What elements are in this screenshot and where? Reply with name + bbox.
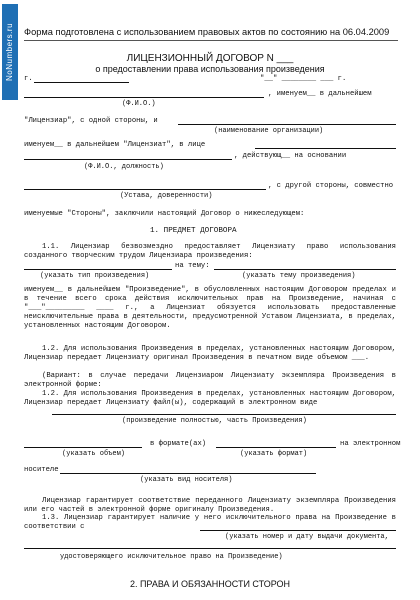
electronic-content-field[interactable] bbox=[52, 414, 396, 415]
licensor-party-text: "Лицензиар", с одной стороны, и bbox=[24, 117, 158, 125]
work-theme-caption: (указать тему произведения) bbox=[242, 272, 356, 280]
format-label-text: в формате(ах) bbox=[150, 440, 207, 448]
clause-1-3: 1.3. Лицензиар гарантирует наличие у него исключительного права на Произведение в соответствии с bbox=[24, 514, 396, 531]
work-type-field[interactable] bbox=[24, 269, 172, 270]
position-field[interactable] bbox=[24, 159, 232, 160]
guarantee-text: Лицензиар гарантирует соответствие переданного Лицензиату экземпляра Произведения или его частей в электронной форме оригиналу Произведения. bbox=[24, 497, 396, 514]
clause-1-1-cont: именуем__ в дальнейшем "Произведение", в обусловленных настоящим Договором пределах и в течение всего срока действия исключительных прав на Произведение, начиная с "___"_________ ____ г., а Лицензиат обязуется использовать предоставленные неисключительные права в деятельности, предусмотренной Уставом Лицензиата, в пределах, установленных настоящим Договором. bbox=[24, 286, 396, 330]
variant-note: (Вариант: в случае передачи Лицензиаром Лицензиату экземпляра Произведения в электронной форме: bbox=[24, 372, 396, 389]
header-note: Форма подготовлена с использованием правовых актов по состоянию на 06.04.2009 bbox=[24, 27, 390, 37]
date-field[interactable]: "__" ________ ___ г. bbox=[260, 75, 347, 83]
theme-label: на тему: bbox=[175, 262, 210, 270]
licensee-named-text: именуем__ в дальнейшем "Лицензиат", в лице bbox=[24, 141, 206, 149]
volume-field[interactable] bbox=[24, 447, 142, 448]
clause-1-2: 1.2. Для использования Произведения в пределах, установленных настоящим Договором, Лицензиар передает Лицензиату оригинал Произведения в печатном виде объемом ___. bbox=[24, 345, 396, 362]
doc-title: ЛИЦЕНЗИОННЫЙ ДОГОВОР N ___ bbox=[126, 53, 294, 64]
watermark-logo: NoNumbers.ru bbox=[2, 4, 18, 100]
header-divider bbox=[24, 40, 398, 41]
electronic-text: на электронном bbox=[340, 440, 401, 448]
format-caption: (указать формат) bbox=[240, 450, 308, 458]
certificate-field[interactable] bbox=[24, 548, 396, 549]
charter-caption: (Устава, доверенности) bbox=[120, 192, 213, 200]
doc-caption: (указать номер и дату выдачи документа, bbox=[225, 533, 389, 541]
carrier-field[interactable] bbox=[60, 473, 316, 474]
named-further-text: , именуем__ в дальнейшем bbox=[268, 90, 372, 98]
acting-basis-text: , действующ__ на основании bbox=[234, 152, 347, 160]
volume-caption: (указать объем) bbox=[62, 450, 126, 458]
work-theme-field[interactable] bbox=[214, 269, 396, 270]
section1-heading: 1. ПРЕДМЕТ ДОГОВОРА bbox=[150, 227, 237, 235]
whole-part-caption: (произведение полностью, часть Произведения) bbox=[122, 417, 307, 425]
city-label: г. bbox=[24, 75, 33, 83]
city-field[interactable] bbox=[34, 82, 129, 83]
clause-1-1: 1.1. Лицензиар безвозмездно предоставляет Лицензиату право использования созданного творческим трудом Лицензиара произведения: bbox=[24, 243, 396, 260]
carrier-caption: (указать вид носителя) bbox=[140, 476, 233, 484]
format-field[interactable] bbox=[216, 447, 336, 448]
certificate-caption: удостоверяющего исключительное право на Произведение) bbox=[60, 553, 283, 561]
fio-caption: (Ф.И.О.) bbox=[122, 100, 156, 108]
representative-field[interactable] bbox=[255, 148, 396, 149]
clause-1-2-alt: 1.2. Для использования Произведения в пределах, установленных настоящим Договором, Лицензиар передает Лицензиату файл(ы), содержащий в электронном виде bbox=[24, 390, 396, 407]
carrier-text: носителе bbox=[24, 466, 59, 474]
doc-number-field[interactable] bbox=[200, 530, 396, 531]
org-field[interactable] bbox=[178, 124, 396, 125]
charter-field[interactable] bbox=[24, 189, 266, 190]
parties-line: именуемые "Стороны", заключили настоящий Договор о нижеследующем: bbox=[24, 210, 305, 218]
doc-subtitle: о предоставлении права использования произведения bbox=[95, 64, 325, 74]
fio-position-caption: (Ф.И.О., должность) bbox=[84, 163, 164, 171]
work-type-caption: (указать тип произведения) bbox=[40, 272, 150, 280]
fio-field[interactable] bbox=[24, 97, 264, 98]
other-side-text: , с другой стороны, совместно bbox=[268, 182, 394, 190]
section2-heading: 2. ПРАВА И ОБЯЗАННОСТИ СТОРОН bbox=[129, 579, 291, 589]
org-caption: (наименование организации) bbox=[214, 127, 324, 135]
